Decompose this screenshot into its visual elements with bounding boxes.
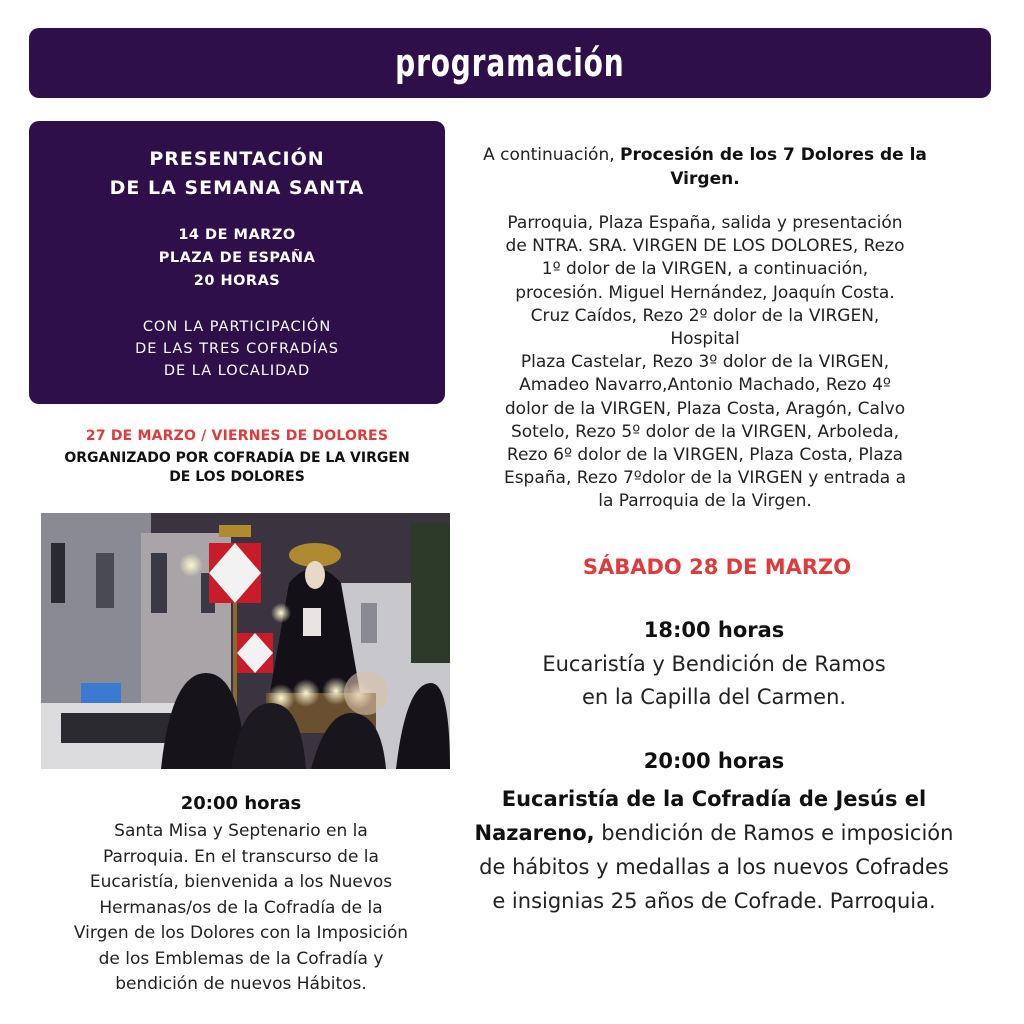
presentation-title: PRESENTACIÓN DE LA SEMANA SANTA: [109, 148, 365, 199]
procession-route: Parroquia, Plaza España, salida y presentación de NTRA. SRA. VIRGEN DE LOS DOLORES, Rezo 1º dolor de la VIRGEN, a continuación, procesión. Miguel Hernández, Joaquín Costa. Cruz Caídos, Rezo 2º dolor de la VIRGEN, Hospital Plaza Castelar, Rezo 3º dolor de la VIRGEN, Amadeo Navarro,Antonio Machado, Rezo 4º dolor de la VIRGEN, Plaza Costa, Aragón, Calvo Sotelo, Rezo 5º dolor de la VIRGEN, Arboleda, Rezo 6º dolor de la VIRGEN, Plaza Costa, Plaza España, Rezo 7ºdolor de la VIRGEN y entrada a la Parroquia de la Virgen.: [503, 213, 907, 512]
saturday-event1-description: Eucaristía y Bendición de Ramos en la Capilla del Carmen.: [542, 652, 886, 709]
friday-mass-time: 20:00 horas: [180, 793, 302, 814]
friday-mass-description: Santa Misa y Septenario en la Parroquia. En el transcurso de la Eucaristía, bienvenida a los Nuevos Hermanas/os de la Cofradía de la Virgen de los Dolores con la Imposición de los Emblemas de la Cofradía y bendición de nuevos Hábitos.: [73, 821, 409, 994]
presentation-box: [29, 121, 445, 404]
presentation-details: 14 DE MARZO PLAZA DE ESPAÑA 20 HORAS: [158, 227, 316, 289]
page-title: programación: [395, 41, 625, 85]
saturday-date: SÁBADO 28 DE MARZO: [582, 555, 852, 579]
procession-title: Procesión de los 7 Dolores de la Virgen.: [620, 145, 927, 189]
procession-intro: [470, 143, 940, 191]
saturday-event2-time: 20:00 horas: [643, 749, 785, 773]
header-banner: [29, 28, 991, 98]
saturday-event2-details: bendición de Ramos e imposición de hábitos y medallas a los nuevos Cofrades e insignias 25 años de Cofrade. Parroquia.: [479, 821, 954, 913]
friday-date: 27 DE MARZO / VIERNES DE DOLORES: [85, 428, 389, 444]
saturday-event2-title: Eucaristía de la Cofradía de Jesús el Nazareno,: [474, 787, 927, 845]
saturday-event2-description: [470, 782, 958, 918]
saturday-event1-time: 18:00 horas: [643, 618, 785, 642]
procession-intro-prefix: A continuación,: [483, 145, 621, 165]
friday-organizer: ORGANIZADO POR COFRADÍA DE LA VIRGEN DE LOS DOLORES: [64, 450, 410, 485]
presentation-note: CON LA PARTICIPACIÓN DE LAS TRES COFRADÍAS DE LA LOCALIDAD: [135, 319, 339, 379]
procession-photo: [41, 513, 450, 769]
